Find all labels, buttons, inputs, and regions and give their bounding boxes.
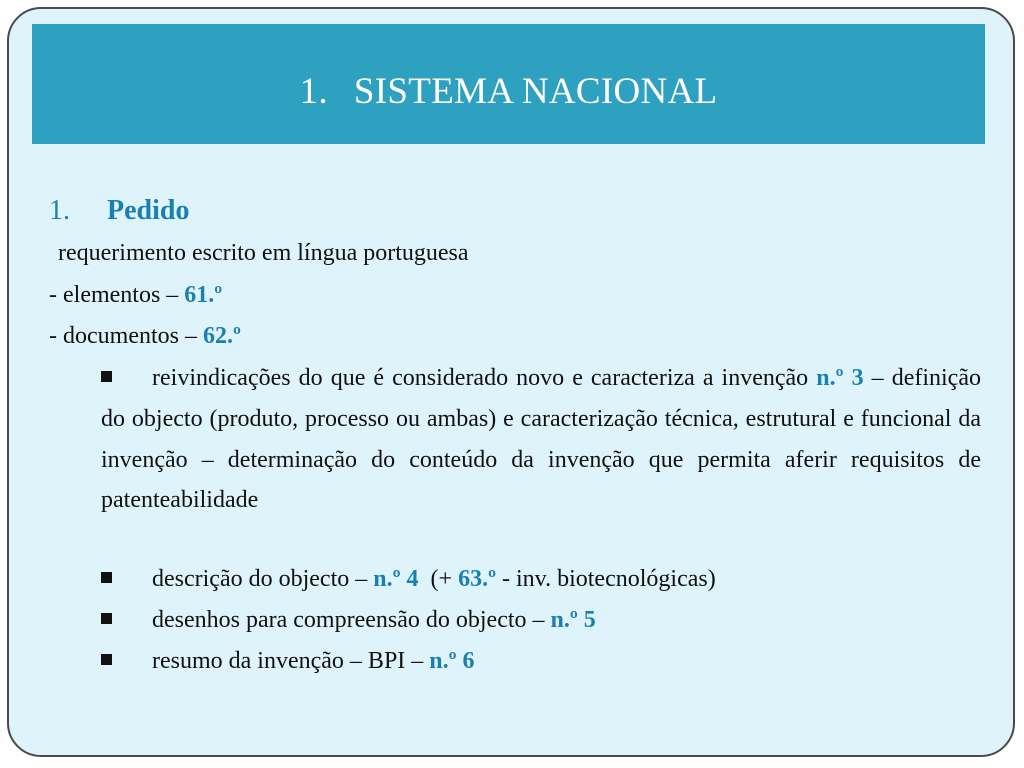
bullet-description: [101, 566, 716, 593]
bullet-claims: [101, 358, 981, 521]
page-title: SISTEMA NACIONAL: [353, 70, 718, 112]
bullet-description-mid: (+: [418, 566, 459, 592]
bullet-description-ref2: 63.º: [458, 566, 496, 592]
bullet-square-icon: [101, 654, 112, 665]
bullet-description-text: descrição do objecto –: [152, 566, 374, 592]
bullet-claims-text: reivindicações do que é considerado novo e caracteriza a invenção: [152, 365, 817, 391]
title-bar: [32, 24, 985, 144]
documentos-text: - documentos –: [49, 323, 203, 349]
bullet-drawings-text: desenhos para compreensão do objecto –: [152, 607, 551, 633]
bullet-square-icon: [101, 613, 112, 624]
bullet-square-icon: [101, 572, 112, 583]
bullet-square-icon: [101, 371, 112, 382]
bullet-drawings-ref: n.º 5: [550, 607, 596, 633]
title-number: 1.: [299, 70, 328, 112]
bullet-abstract-text: resumo da invenção – BPI –: [152, 648, 430, 674]
bullet-abstract-ref: n.º 6: [429, 648, 475, 674]
bullet-claims-ref: n.º 3: [816, 365, 864, 391]
intro-line: requerimento escrito em língua portuguesa: [58, 240, 469, 266]
section-title: Pedido: [107, 195, 190, 226]
elementos-ref: 61.º: [184, 282, 223, 308]
documentos-line: [49, 323, 241, 350]
section-heading: [49, 195, 189, 227]
section-number: 1.: [49, 195, 70, 226]
bullet-description-tail: - inv. biotecnológicas): [495, 566, 716, 592]
bullet-abstract: [101, 648, 475, 675]
elementos-text: - elementos –: [49, 282, 185, 308]
bullet-claims-detail: – definição do objecto (produto, processo ou ambas) e caracterização técnica, estrutural e funcional da invenção – determinação do conteúdo da invenção que permita aferir requisitos de patenteabilidade: [101, 365, 981, 514]
bullet-description-ref: n.º 4: [373, 566, 419, 592]
elementos-line: [49, 282, 222, 309]
bullet-drawings: [101, 607, 596, 634]
documentos-ref: 62.º: [202, 323, 241, 349]
